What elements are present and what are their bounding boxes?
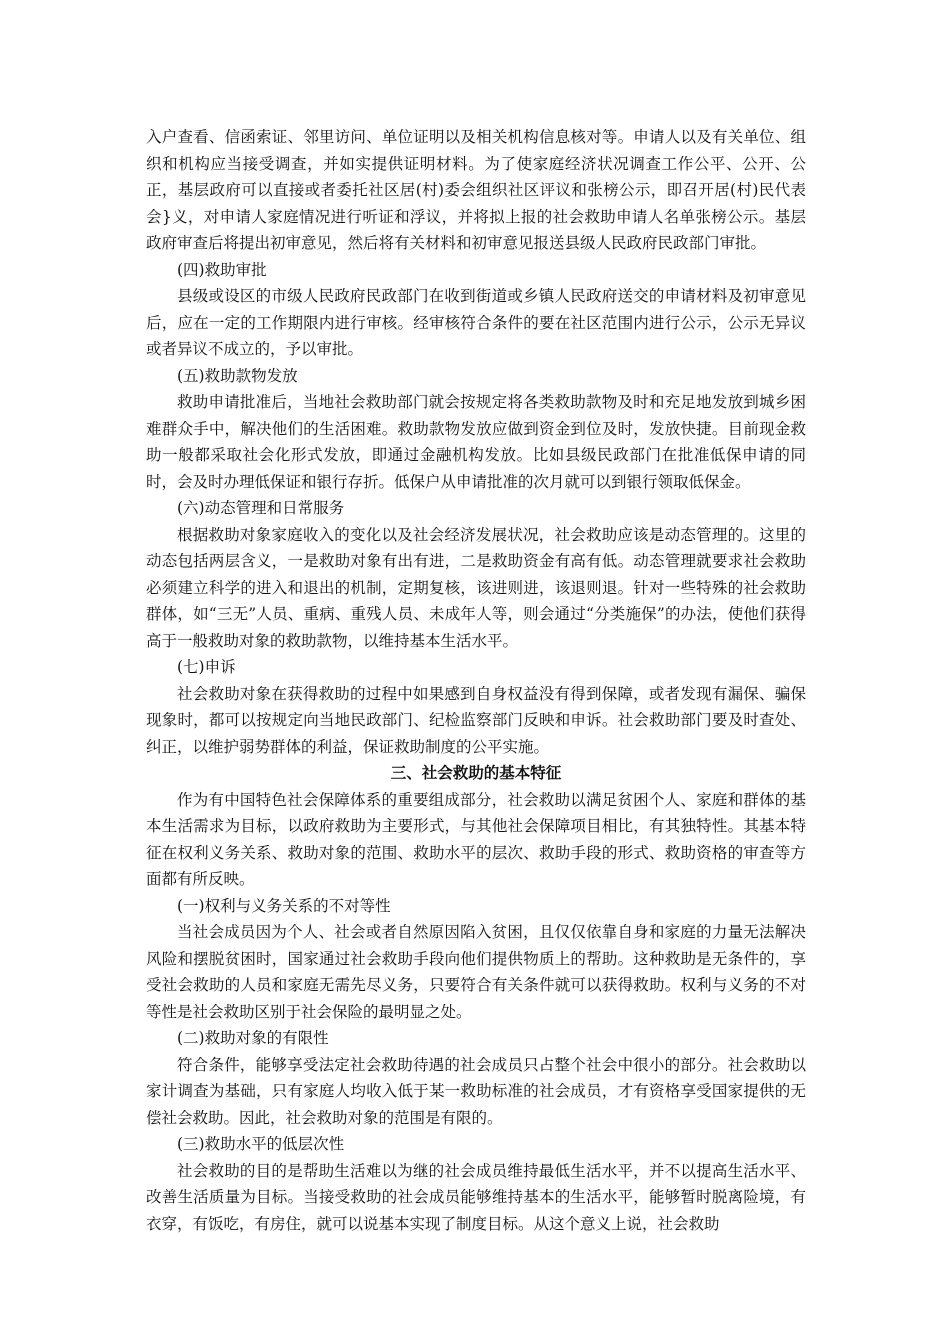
subsection-heading: (三)救助水平的低层次性 xyxy=(177,1135,345,1153)
paragraph: 根据救助对象家庭收入的变化以及社会经济发展状况，社会救助应该是动态管理的。这里的动态包括两层含义，一是救助对象有出有进，二是救助资金有高有低。动态管理就要求社会救助必须建立科学的进入和退出的机制，定期复核，该进则进，该退则退。针对一些特殊的社会救助群体，如“三无”人员、重病、重残人员、未成年人等，则会通过“分类施保”的办法，使他们获得高于一般救助对象的救助款物，以维持基本生活水平。 xyxy=(146,525,806,650)
subsection-heading: (四)救助审批 xyxy=(177,260,267,279)
section-title: 三、社会救助的基本特征 xyxy=(390,764,562,782)
paragraph: 当社会成员因为个人、社会或者自然原因陷入贫困，且仅仅依靠自身和家庭的力量无法解决风险和摆脱贫困时，国家通过社会救助手段向他们提供物质上的帮助。这种救助是无条件的，享受社会救助的人员和家庭无需先尽义务，只要符合有关条件就可以获得救助。权利与义务的不对等性是社会救助区别于社会保险的最明显之处。 xyxy=(146,923,806,1021)
paragraph: 作为有中国特色社会保障体系的重要组成部分，社会救助以满足贫困个人、家庭和群体的基本生活需求为目标，以政府救助为主要形式，与其他社会保障项目相比，有其独特性。其基本特征在权利义务关系、救助对象的范围、救助水平的层次、救助手段的形式、救助资格的审查等方面都有所反映。 xyxy=(146,790,806,888)
paragraph: 救助申请批准后，当地社会救助部门就会按规定将各类救助款物及时和充足地发放到城乡困难群众手中，解决他们的生活困难。救助款物发放应做到资金到位及时，发放快捷。目前现金救助一般都采取社会化形式发放，即通过金融机构发放。比如县级民政部门在批准低保申请的同时，会及时办理低保证和银行存折。低保户从申请批准的次月就可以到银行领取低保金。 xyxy=(146,393,806,491)
subsection-heading: (五)救助款物发放 xyxy=(177,366,298,385)
paragraph: 入户查看、信函索证、邻里访问、单位证明以及相关机构信息核对等。申请人以及有关单位、组织和机构应当接受调查，并如实提供证明材料。为了使家庭经济状况调查工作公平、公开、公正，基层政府可以直接或者委托社区居(村)委会组织社区评议和张榜公示，即召开居(村)民代表会}义，对申请人家庭情况进行听证和浮议，并将拟上报的社会救助申请人名单张榜公示。基层政府审查后将提出初审意见，然后将有关材料和初审意见报送县级人民政府民政部门审批。 xyxy=(146,128,806,252)
subsection-heading: (一)权利与义务关系的不对等性 xyxy=(177,896,391,915)
paragraph: 符合条件，能够享受法定社会救助待遇的社会成员只占整个社会中很小的部分。社会救助以家计调查为基础，只有家庭人均收入低于某一救助标准的社会成员，才有资格享受国家提供的无偿社会救助。因此，社会救助对象的范围是有限的。 xyxy=(146,1055,806,1127)
paragraph: 社会救助对象在获得救助的过程中如果感到自身权益没有得到保障，或者发现有漏保、骗保现象时，都可以按规定向当地民政部门、纪检监察部门反映和申诉。社会救助部门要及时查处、纠正，以维护弱势群体的利益，保证救助制度的公平实施。 xyxy=(146,684,806,756)
paragraph: 社会救助的目的是帮助生活难以为继的社会成员维持最低生活水平，并不以提高生活水平、改善生活质量为目标。当接受救助的社会成员能够维持基本的生活水平，能够暂时脱离险境，有衣穿，有饭吃，有房住，就可以说基本实现了制度目标。从这个意义上说，社会救助 xyxy=(146,1161,806,1233)
document-page xyxy=(146,124,806,1237)
paragraph: 县级或设区的市级人民政府民政部门在收到街道或乡镇人民政府送交的申请材料及初审意见后，应在一定的工作期限内进行审核。经审核符合条件的要在社区范围内进行公示，公示无异议或者异议不成立的，予以审批。 xyxy=(146,287,806,358)
subsection-heading: (二)救助对象的有限性 xyxy=(177,1029,329,1047)
subsection-heading: (六)动态管理和日常服务 xyxy=(177,499,345,517)
subsection-heading: (七)申诉 xyxy=(177,658,236,676)
